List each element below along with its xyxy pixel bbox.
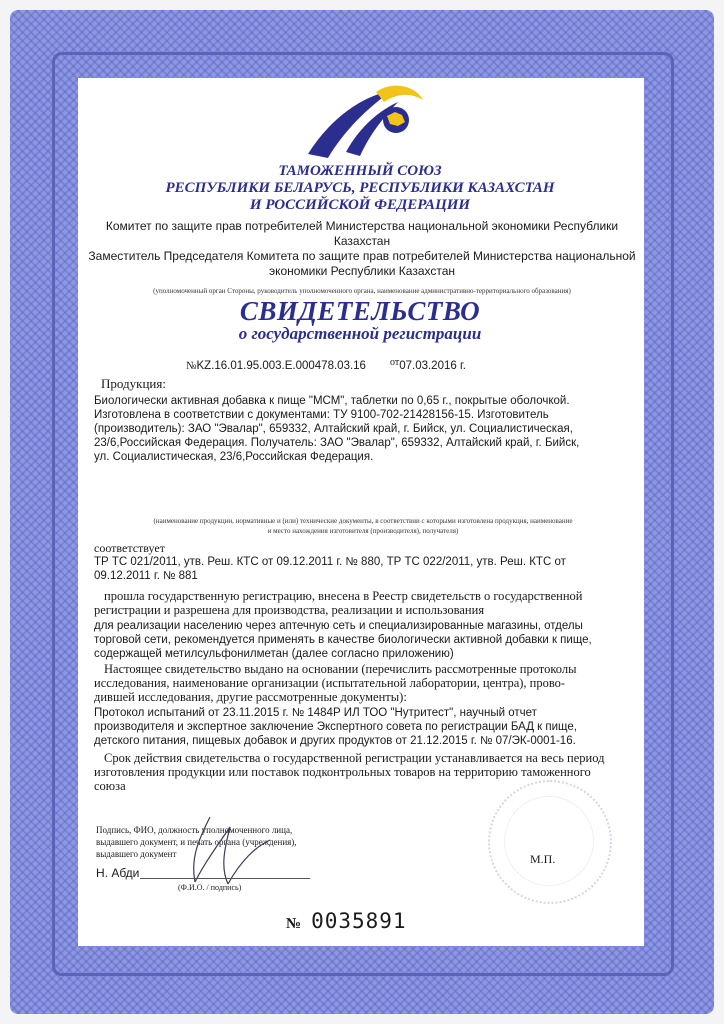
date-prefix: от [389, 357, 400, 368]
product-line-2: Изготовлена в соответствии с документами: ТУ 9100-702-21428156-15. Изготовитель [94, 409, 549, 421]
basis-line-3: дившей исследования, другие рассмотренные документы): [94, 690, 407, 704]
authority-line-2: Казахстан [333, 234, 391, 248]
usage-line-3: содержащей метилсульфонилметан (далее согласно приложению) [94, 648, 454, 660]
product-caption-2: и место нахождения изготовителя (производителя), получателя) [267, 527, 459, 535]
protocol-line-2: производителя и экспертное заключение Экспертного совета по регистрации БАД к пище, [94, 721, 577, 733]
basis-line-2: исследования, наименование организации (испытательной лаборатории, центра), прово- [94, 676, 566, 690]
protocol-line-1: Протокол испытаний от 23.11.2015 г. № 1484Р ИЛ ТОО "Нутритест", научный отчет [94, 707, 537, 719]
authority-line-3: Заместитель Председателя Комитета по защите прав потребителей Министерства национальной [88, 249, 636, 263]
certificate-date: 07.03.2016 г. [399, 360, 466, 372]
product-line-1: Биологически активная добавка к пище "МСМ", таблетки по 0,65 г., покрытые оболочкой. [94, 395, 570, 407]
product-line-5: ул. Социалистическая, 23/6,Российская Федерация. [94, 451, 374, 463]
conformity-line-2: 09.12.2011 г. № 881 [94, 570, 198, 582]
seal-label: М.П. [530, 852, 556, 866]
protocol-line-3: детского питания, пищевых добавок и других продуктов от 21.12.2015 г. № 07/ЭК-0001-16. [94, 735, 576, 747]
union-title-line-2: РЕСПУБЛИКИ БЕЛАРУСЬ, РЕСПУБЛИКИ КАЗАХСТАН [165, 180, 555, 196]
product-line-4: 23/6,Российская Федерация. Получатель: ЗАО "Эвалар", 659332, Алтайский край, г. Бийск, [94, 437, 580, 449]
certificate-number-row [186, 356, 466, 374]
signature-caption-2: выдавшего документ, и печать органа (учреждения), [96, 837, 297, 847]
signature-line [140, 878, 310, 879]
signature-caption-1: Подпись, ФИО, должность уполномоченного лица, [96, 825, 293, 835]
signatory-name: Н. Абди [96, 866, 140, 880]
signatory-name-caption: (Ф.И.О. / подпись) [178, 883, 242, 892]
union-title-line-1: ТАМОЖЕННЫЙ СОЮЗ [278, 163, 442, 179]
union-title-line-3: И РОССИЙСКОЙ ФЕДЕРАЦИИ [249, 197, 471, 213]
registration-line-1: прошла государственную регистрацию, внесена в Реестр свидетельств о государственной [104, 589, 583, 603]
product-label: Продукция: [101, 376, 166, 391]
authority-line-1: Комитет по защите прав потребителей Министерства национальной экономики Республики [105, 219, 619, 233]
serial-number: 0035891 [311, 909, 407, 933]
usage-line-2: торговой сети, рекомендуется применять в качестве биологически активной добавки к пище, [94, 634, 592, 646]
signature-caption-3: выдавшего документ [96, 849, 177, 859]
conformity-line-1: ТР ТС 021/2011, утв. Реш. КТС от 09.12.2011 г. № 880, ТР ТС 022/2011, утв. Реш. КТС от [94, 556, 566, 568]
certificate-title: СВИДЕТЕЛЬСТВО [239, 296, 481, 326]
basis-line-1: Настоящее свидетельство выдано на основании (перечислить рассмотренные протоколы [104, 662, 577, 676]
number-prefix: № [186, 360, 197, 372]
validity-line-2: изготовления продукции или поставок подконтрольных товаров на территорию таможенного [94, 765, 591, 779]
registration-line-2: регистрации и разрешена для производства, реализации и использования [94, 603, 485, 617]
handwritten-signature [170, 812, 310, 892]
serial-number-row [286, 909, 407, 933]
official-stamp [488, 780, 612, 904]
product-caption-1: (наименование продукции, нормативные и (или) технические документы, в соответствии с которыми изготовлена продукция, наименование [153, 517, 573, 525]
authority-line-4: экономики Республики Казахстан [268, 264, 456, 278]
usage-line-1: для реализации населению через аптечную сеть и специализированные магазины, отделы [94, 620, 583, 632]
validity-line-1: Срок действия свидетельства о государственной регистрации устанавливается на весь период [104, 751, 605, 765]
certificate-subtitle: о государственной регистрации [238, 324, 482, 343]
product-line-3: (производитель): ЗАО "Эвалар", 659332, Алтайский край, г. Бийск, ул. Социалистическая, [94, 423, 573, 435]
certificate-number: KZ.16.01.95.003.E.000478.03.16 [196, 360, 366, 372]
authority-caption: (уполномоченный орган Стороны, руководитель уполномоченного органа, наименование административно-территориального образования) [153, 287, 571, 295]
validity-line-3: союза [94, 779, 126, 793]
customs-union-logo [298, 82, 428, 162]
serial-prefix: № [286, 916, 302, 932]
conformity-label: соответствует [94, 541, 165, 555]
